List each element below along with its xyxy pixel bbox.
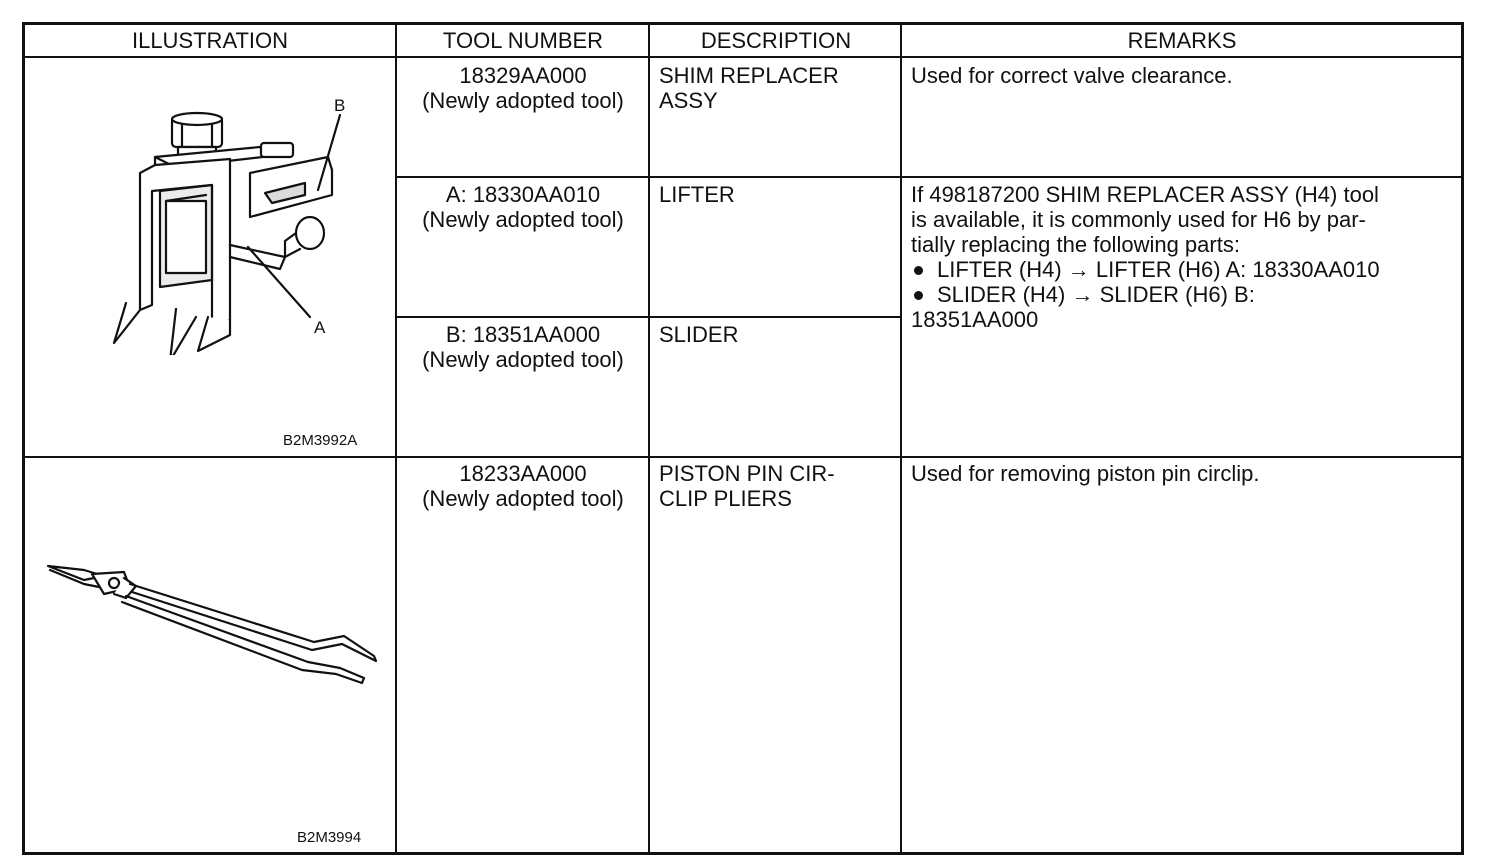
illustration-code-1: B2M3992A: [283, 432, 358, 449]
table-border-right: [1461, 22, 1464, 855]
remarks-1: Used for correct valve clearance.: [911, 63, 1233, 88]
bullet-item-slider: SLIDER (H4) → SLIDER (H6) B:: [911, 282, 1380, 307]
header-remarks: REMARKS: [1127, 28, 1237, 53]
col-divider-1: [395, 22, 397, 855]
bullet-item-lifter: LIFTER (H4) → LIFTER (H6) A: 18330AA010: [911, 257, 1380, 282]
bullet-icon: [914, 291, 923, 300]
header-tool-number: TOOL NUMBER: [442, 28, 604, 53]
description-4: PISTON PIN CIR- CLIP PLIERS: [659, 461, 835, 511]
description-1: SHIM REPLACER ASSY: [659, 63, 839, 113]
table-border-bottom: [22, 852, 1464, 855]
table-border-top: [22, 22, 1464, 25]
header-divider: [22, 56, 1464, 58]
row-group-divider: [22, 456, 1464, 458]
remarks-4: Used for removing piston pin circlip.: [911, 461, 1260, 486]
row-divider-2: [395, 316, 902, 318]
circlip-pliers-icon: [44, 558, 384, 688]
tool-number-1: 18329AA000 (Newly adopted tool): [422, 63, 624, 113]
callout-b: B: [334, 96, 346, 115]
callout-a: A: [314, 318, 326, 337]
illustration-code-2: B2M3994: [297, 829, 362, 846]
col-divider-3: [900, 22, 902, 855]
table-border-left: [22, 22, 25, 855]
description-2: LIFTER: [659, 182, 735, 207]
row-divider-1: [395, 176, 1464, 178]
header-illustration: ILLUSTRATION: [131, 28, 289, 53]
shim-replacer-icon: [100, 95, 360, 355]
description-3: SLIDER: [659, 322, 739, 347]
col-divider-2: [648, 22, 650, 855]
bullet-icon: [914, 266, 923, 275]
tool-number-3: B: 18351AA000 (Newly adopted tool): [422, 322, 624, 372]
tool-number-4: 18233AA000 (Newly adopted tool): [422, 461, 624, 511]
tool-number-2: A: 18330AA010 (Newly adopted tool): [422, 182, 624, 232]
header-description: DESCRIPTION: [700, 28, 852, 53]
remarks-shared: If 498187200 SHIM REPLACER ASSY (H4) tool is available, it is commonly used for H6 by par- tially replacing the following parts: LIFTER (H4) → LIFTER (H6) A: 18330AA010 SLIDER (H4) → SLIDER (H6) B: 18351AA000: [911, 182, 1380, 332]
